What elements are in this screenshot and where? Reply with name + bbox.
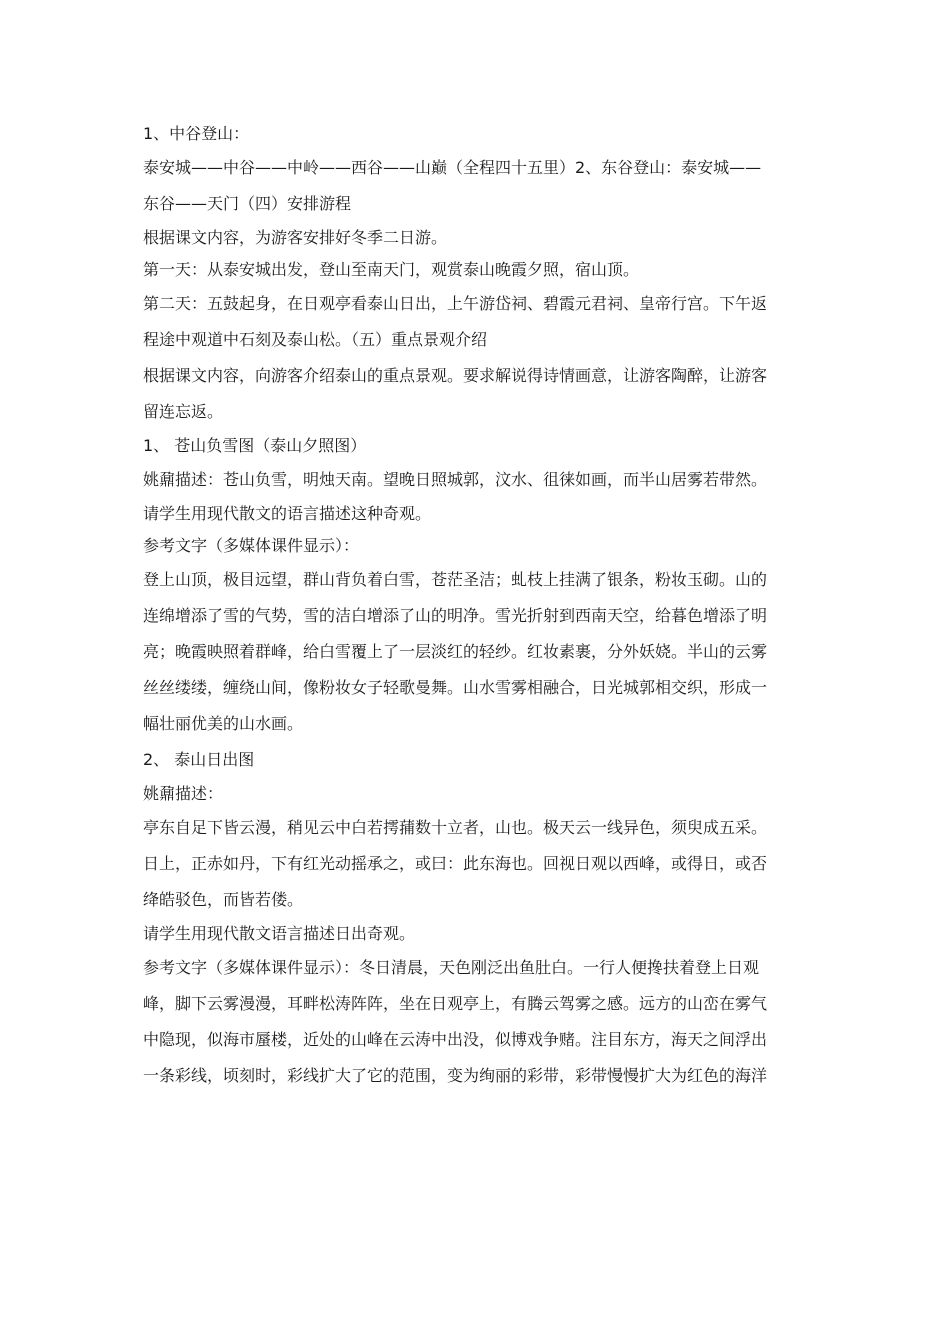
section-heading-middle-valley: 1、中谷登山： bbox=[143, 124, 250, 143]
text-line: 峰，脚下云雾漫漫，耳畔松涛阵阵，坐在日观亭上，有腾云驾雾之感。远方的山峦在雾气 bbox=[143, 994, 768, 1013]
text-line: 亭东自足下皆云漫，稍见云中白若摴蒱数十立者，山也。极天云一线异色，须臾成五采。 bbox=[143, 818, 768, 837]
text-line: 姚鼐描述：苍山负雪，明烛天南。望晚日照城郭，汶水、徂徕如画，而半山居雾若带然。 bbox=[143, 470, 768, 489]
day-two-line: 第二天：五鼓起身，在日观亭看泰山日出，上午游岱祠、碧霞元君祠、皇帝行宫。下午返 bbox=[143, 294, 768, 313]
text-line: 姚鼐描述： bbox=[143, 784, 224, 803]
text-line: 亮；晚霞映照着群峰，给白雪覆上了一层淡红的轻纱。红妆素裹，分外妖娆。半山的云雾 bbox=[143, 642, 768, 661]
text-line: 幅壮丽优美的山水画。 bbox=[143, 714, 304, 733]
route-line: 泰安城——中谷——中岭——西谷——山巅（全程四十五里）2、东谷登山：泰安城—— bbox=[143, 158, 762, 177]
text-line: 绛皓驳色，而皆若偻。 bbox=[143, 890, 304, 909]
text-line: 参考文字（多媒体课件显示）： bbox=[143, 536, 360, 555]
text-line: 根据课文内容，为游客安排好冬季二日游。 bbox=[143, 228, 448, 247]
text-line: 留连忘返。 bbox=[143, 402, 224, 421]
text-line: 请学生用现代散文的语言描述这种奇观。 bbox=[143, 504, 432, 523]
text-line: 一条彩线，顷刻时，彩线扩大了它的范围，变为绚丽的彩带，彩带慢慢扩大为红色的海洋 bbox=[143, 1066, 768, 1085]
text-line: 参考文字（多媒体课件显示）：冬日清晨，天色刚泛出鱼肚白。一行人便搀扶着登上日观 bbox=[143, 958, 760, 977]
text-line: 请学生用现代散文语言描述日出奇观。 bbox=[143, 924, 416, 943]
text-line: 根据课文内容，向游客介绍泰山的重点景观。要求解说得诗情画意，让游客陶醉，让游客 bbox=[143, 366, 768, 385]
text-line: 连绵增添了雪的气势，雪的洁白增添了山的明净。雪光折射到西南天空，给暮色增添了明 bbox=[143, 606, 768, 625]
route-line: 东谷——天门（四）安排游程 bbox=[143, 194, 352, 213]
text-line: 登上山顶，极目远望，群山背负着白雪，苍茫圣洁；虬枝上挂满了银条，粉妆玉砌。山的 bbox=[143, 570, 768, 589]
text-line: 程途中观道中石刻及泰山松。（五）重点景观介绍 bbox=[143, 330, 488, 349]
text-line: 丝丝缕缕，缠绕山间，像粉妆女子轻歌曼舞。山水雪雾相融合，日光城郭相交织，形成一 bbox=[143, 678, 768, 697]
text-line: 日上，正赤如丹，下有红光动摇承之，或曰：此东海也。回视日观以西峰，或得日，或否 bbox=[143, 854, 768, 873]
section-heading-snow-mountain: 1、 苍山负雪图（泰山夕照图） bbox=[143, 436, 367, 455]
text-line: 中隐现，似海市蜃楼，近处的山峰在云涛中出没，似博戏争赌。注目东方，海天之间浮出 bbox=[143, 1030, 768, 1049]
section-heading-sunrise: 2、 泰山日出图 bbox=[143, 750, 255, 769]
document-body bbox=[143, 118, 815, 1094]
day-one-line: 第一天：从泰安城出发，登山至南天门，观赏泰山晚霞夕照，宿山顶。 bbox=[143, 260, 640, 279]
